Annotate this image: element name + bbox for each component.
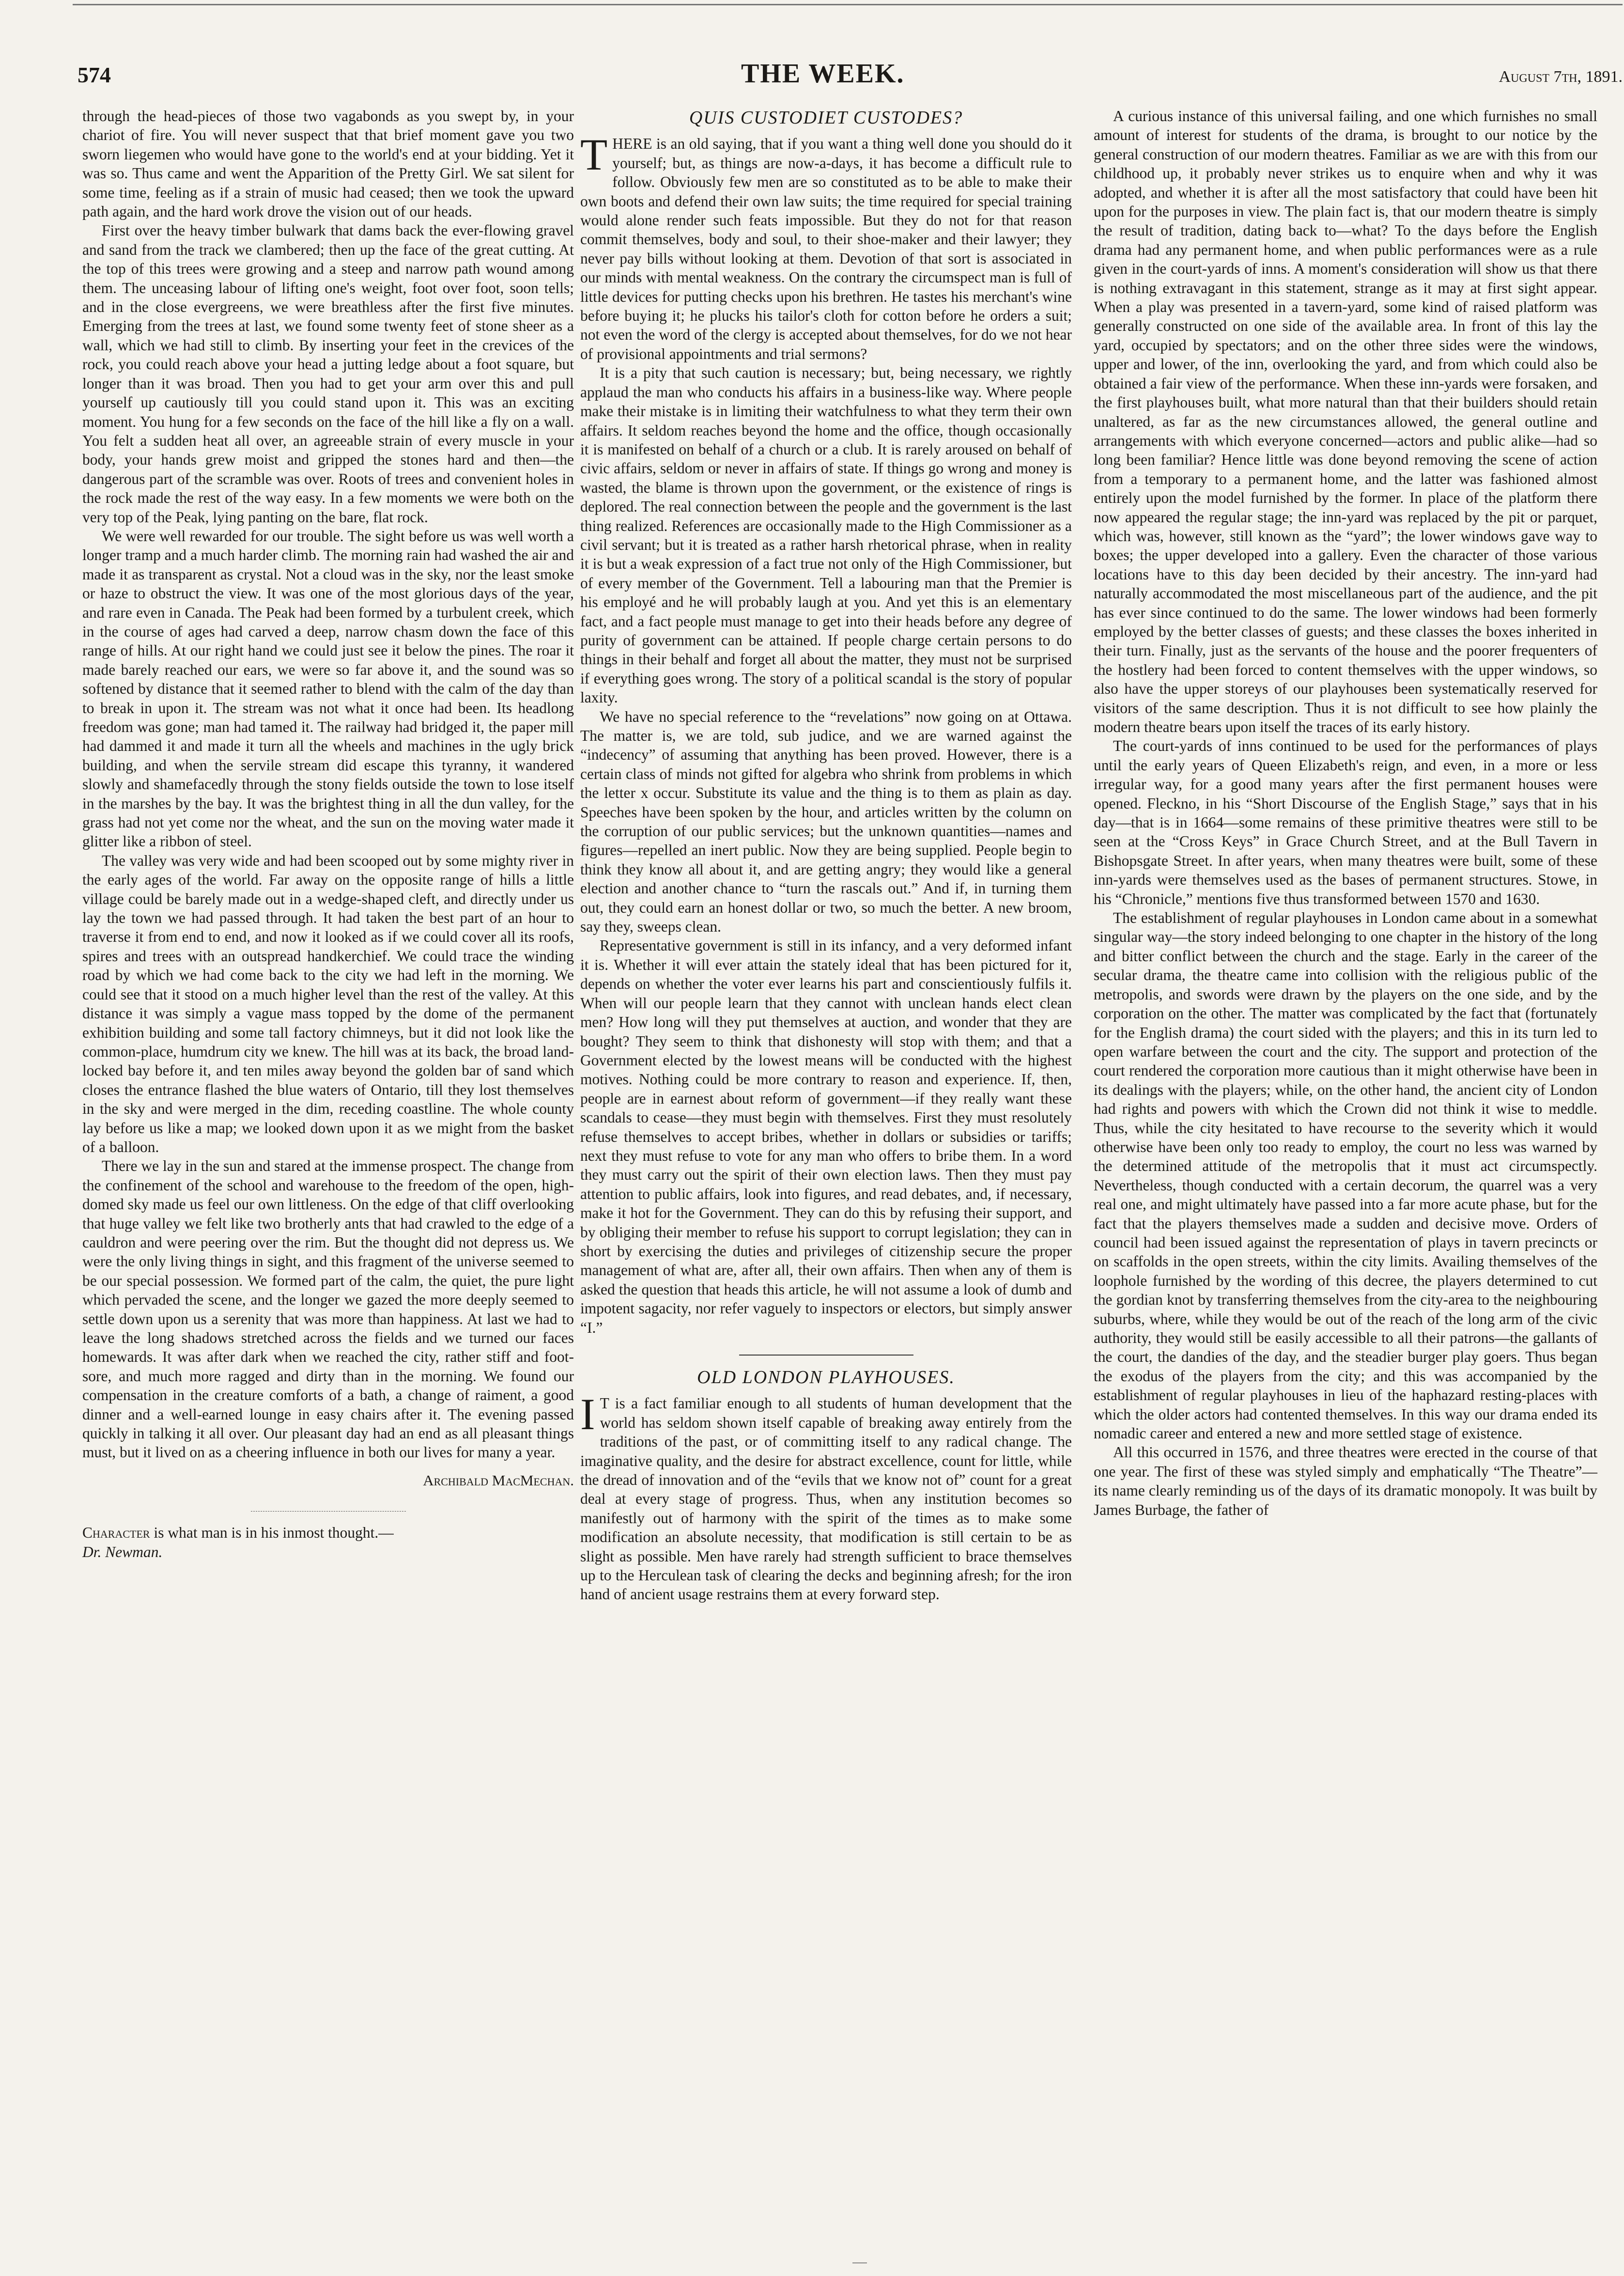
paragraph: It is a pity that such caution is necessary; but, being necessary, we rightly applaud the man who conducts his affairs in a business-like way. Where people make their mistake is in limiting their watchfulness to what they term their own affairs. It seldom reaches beyond the home and the office, though occasionally it is manifested on behalf of a church or a club. It is rarely aroused on behalf of civic affairs, seldom or never in affairs of state. If things go wrong and money is wasted, the blame is thrown upon the government, or the existence of rings is deplored. The real connection between the people and the government is the last thing realized. References are occasionally made to the High Commissioner as a civil servant; but it is treated as a rather harsh rhetorical phrase, when in reality it is but a weak expression of a fact true not only of the High Commissioner, but of every member of the Government. Tell a labouring man that the Premier is his employé and he will probably laugh at you. And yet this is an elementary fact, and a fact people must manage to get into their heads before any degree of purity of government can be attained. If people charge certain persons to do things in their behalf and forget all about the matter, they must not be surprised if everything goes wrong. The story of a political scandal is the story of popular laxity. bbox=[580, 364, 1072, 706]
drop-cap: I bbox=[580, 1389, 595, 1439]
paragraph: The valley was very wide and had been scooped out by some mighty river in the early ages of the world. Far away on the opposite range of hills a little village could be barely made out in a wedge-shaped cleft, and directly under us lay the town we had passed through. It had taken the best part of an hour to traverse it from end to end, and now it looked as if we could cover all its roofs, spires and trees with an outspread handkerchief. We could trace the winding road by which we had come back to the city we had left in the morning. We could see that it stood on a much higher level than the rest of the valley. At this distance it was simply a vague mass topped by the dome of the permanent exhibition building and some tall factory chimneys, but it did not look like the common-place, humdrum city we knew. The hill was at its back, the broad land-locked bay before it, and ten miles away beyond the golden bar of sand which closes the entrance flashed the blue waters of Ontario, till they lost themselves in the sky and were merged in the dim, receding coastline. The whole county lay before us like a map; we looked down upon it as we might from the basket of a balloon. bbox=[82, 852, 574, 1155]
paragraph: We were well rewarded for our trouble. The sight before us was well worth a longer tramp and a much harder climb. The morning rain had washed the air and made it as transparent as crystal. Not a cloud was in the sky, nor the least smoke or haze to obstruct the view. It was one of the most glorious days of the year, and rare even in Canada. The Peak had been formed by a turbulent creek, which in the course of ages had carved a deep, narrow chasm down the face of this range of hills. At our right hand we could just see it below the pines. The roar it made barely reached our ears, we were so far above it, and the sound was so softened by distance that it seemed rather to blend with the calm of the day than to break in upon it. The stream was not what it once had been. Its headlong freedom was gone; man had tamed it. The railway had bridged it, the paper mill had dammed it and made it turn all the wheels and machines in the ugly brick building, and when the servile stream did escape this tyranny, it wandered slowly and shamefacedly through the stony fields outside the town to lose itself in the marshes by the bay. It was the brightest thing in all the dun valley, for the grass had not yet come nor the wheat, and the sun on the moving water made it glitter like a ribbon of steel. bbox=[82, 527, 574, 850]
paragraph: Representative government is still in its infancy, and a very deformed infant it is. Whether it will ever attain the stately ideal that has been pictured for it, depends on whether the voter ever learns his part and conscientiously fulfils it. When will our people learn that they cannot with unclean hands elect clean men? How long will they put themselves at auction, and wonder that they are bought? They seem to think that dishonesty will stop with them; and that a Government elected by the lowest means will be conducted with the highest motives. Nothing could be more contrary to reason and experience. If, then, people are in earnest about reform of government—if they really want these scandals to cease—they must begin with themselves. First they must resolutely refuse themselves to accept bribes, whether in dollars or subsidies or tariffs; next they must refuse to vote for any man who offers to bribe them. In a word they must carry out the spirit of their own election laws. Then they must pay attention to public affairs, look into figures, and read debates, and, if necessary, make it hot for the Government. They can do this by refusing their support, and by obliging their member to refuse his support to corrupt legislation; they can in short by exercising the duties and privileges of citizenship secure the proper management of what are, after all, their own affairs. Then when any of them is asked the question that heads this article, he will not assume a look of dumb and impotent sagacity, nor refer vaguely to inspectors or electors, but simply answer “I.” bbox=[580, 937, 1072, 1336]
paragraph: We have no special reference to the “revelations” now going on at Ottawa. The matter is, we are told, sub judice, and we are warned against the “indecency” of assuming that anything has been proved. However, there is a certain class of minds not gifted for algebra who shrink from problems in which the letter x occur. Substitute its value and the thing is to them as plain as day. Speeches have been spoken by the hour, and articles written by the column on the corruption of our public services; but the unknown quantities—names and figures—repelled an inert public. Now they are being supplied. People begin to think they know all about it, and are getting angry; they would like a general election and another chance to “turn the rascals out.” And if, in turning them out, they could earn an honest dollar or two, so much the better. A new broom, say they, sweeps clean. bbox=[580, 708, 1072, 935]
drop-cap: T bbox=[580, 130, 608, 180]
paragraph: The establishment of regular playhouses in London came about in a somewhat singular way—the story indeed belonging to one chapter in the history of the long and bitter conflict between the church and the stage. Early in the career of the secular drama, the theatre came into collision with the religious public of the metropolis, and swords were drawn by the players on the one side, and by the corporation on the other. The matter was complicated by the fact that (fortunately for the English drama) the court sided with the players; and this in its turn led to open warfare between the court and the city. The support and protection of the court rendered the corporation more cautious than it might otherwise have been in its dealings with the players; while, on the other hand, the ancient city of London had rights and powers with which the Crown did not think it wise to meddle. Thus, while the city hesitated to have recourse to the severity which it would otherwise have been only too ready to employ, the court no less was warned by the determined attitude of the metropolis that it must act circumspectly. Nevertheless, though conducted with a certain decorum, the quarrel was a very real one, and might ultimately have passed into a far more acute phase, but for the fact that the players themselves made a sudden and decisive move. Orders of council had been issued against the representation of plays in tavern precincts or on scaffolds in the open streets, within the city limits. Availing themselves of the loophole furnished by the wording of this decree, the players determined to cut the gordian knot by transferring themselves from the city-area to the neighbouring suburbs, where, while they would be out of the reach of the long arm of the civic authority, they would still be easily accessible to all their patrons—the gallants of the court, the dandies of the day, and the steadier burger play goers. Thus began the exodus of the players from the city; and this was accompanied by the establishment of regular playhouses in lieu of the haphazard resting-places with which the older actors had contented themselves. In this way our drama ended its nomadic career and entered a new and more settled stage of existence. bbox=[1094, 909, 1597, 1442]
column-2 bbox=[580, 107, 1072, 1604]
epigraph-author: Dr. Newman. bbox=[82, 1543, 163, 1560]
page-number: 574 bbox=[77, 62, 111, 87]
paragraph: A curious instance of this universal failing, and one which furnishes no small amount of interest for students of the drama, is brought to our notice by the general construction of our modern theatres. Familiar as we are with this from our childhood up, it probably never strikes us to enquire when and why it was adopted, and whether it is after all the most satisfactory that could have been hit upon for the purposes in view. The plain fact is, that our modern theatre is simply the result of tradition, dating back to—what? To the days before the English drama had any permanent home, and when public performances were as a rule given in the court-yards of inns. A moment's consideration will show us that there is nothing extravagant in this statement, strange as it may at first sight appear. When a play was presented in a tavern-yard, some kind of raised platform was generally constructed on one side of the available area. In front of this lay the yard, occupied by spectators; and on the other three sides were the windows, upper and lower, of the inn, overlooking the yard, and from which could also be obtained a fair view of the performance. When these inn-yards were forsaken, and the first playhouses built, what more natural than that their builders should retain unaltered, as far as the new circumstances allowed, the general outline and arrangements with which everyone concerned—actors and public alike—had so long been familiar? Hence little was done beyond removing the scene of action from a temporary to a permanent home, and the latter was fashioned almost entirely upon the model furnished by the former. In place of the platform there now appeared the regular stage; the inn-yard was replaced by the pit or parquet, which was, however, still known as the “yard”; the lower windows gave way to boxes; the upper developed into a gallery. Even the character of those various locations have to this day been decided by their ancestry. The inn-yard had naturally accommodated the most miscellaneous part of the audience, and the pit has ever since continued to do the same. The lower windows had been formerly employed by the better classes of guests; and these classes the boxes inherited in their turn. Finally, just as the servants of the house and the poorer frequenters of the hostlery had been forced to content themselves with the upper windows, so also have the upper storeys of our playhouses been systematically reserved for visitors of the same description. Thus it is not difficult to see how plainly the modern theatre bears upon itself the traces of its early history. bbox=[1094, 108, 1597, 735]
article-heading: QUIS CUSTODIET CUSTODES? bbox=[689, 108, 963, 128]
issue-date: August 7th, 1891. bbox=[1499, 68, 1623, 86]
epigraph-lead: Character bbox=[82, 1524, 150, 1542]
footer-mark bbox=[852, 2262, 867, 2263]
paragraph: First over the heavy timber bulwark that dams back the ever-flowing gravel and sand from the track we clambered; then up the face of the great cutting. At the top of this trees were growing and a steep and narrow path wound among them. The unceasing labour of lifting one's weight, foot over foot, soon tells; and in the close evergreens, we were breathless after the first five minutes. Emerging from the trees at last, we found some twenty feet of stone sheer as a wall, which we had still to climb. By inserting your feet in the crevices of the rock, you could reach above your head a jutting ledge about a foot square, but longer than it was broad. Then you had to get your arm over this and pull yourself up cautiously till you could stand upon it. This was an exciting moment. You hung for a few seconds on the face of the hill like a fly on a wall. You felt a sudden heat all over, an agreeable strain of every muscle in your body, your hands grew moist and gripped the stones hard and then—the dangerous part of the scramble was over. Roots of trees and convenient holes in the rock made the rest of the way easy. In a few moments we were both on the very top of the Peak, lying panting on the bare, flat rock. bbox=[82, 222, 574, 526]
author-signature: Archibald MacMechan. bbox=[423, 1471, 574, 1489]
paragraph: through the head-pieces of those two vagabonds as you swept by, in your chariot of fire. You will never suspect that that brief moment gave you two sworn liegemen who would have gone to the world's end at your bidding. Yet it was so. Thus came and went the Apparition of the Pretty Girl. We sat silent for some time, feeling as if a strain of music had ceased; then we took the upward path again, and the hard work drove the vision out of our heads. bbox=[82, 108, 574, 220]
article-heading: OLD LONDON PLAYHOUSES. bbox=[697, 1367, 955, 1387]
page-header bbox=[73, 58, 1623, 102]
paragraph: I T is a fact familiar enough to all students of human development that the world has seldom shown itself capable of breaking away entirely from the traditions of the past, or of committing itself to any radical change. The imaginative quality, and the desire for abstract excellence, count for little, while the dread of innovation and of the “evils that we know not of” count for a great deal at every stage of progress. Thus, when any institution becomes so manifestly out of harmony with the spirit of the times as to make some modification an absolute necessity, that modification is still certain to be as slight as possible. Men have rarely had strength sufficient to brace themselves up to the Herculean task of clearing the decks and beginning afresh; for the iron hand of ancient usage restrains them at every forward step. bbox=[580, 1389, 1072, 1603]
divider bbox=[251, 1511, 406, 1512]
top-rule bbox=[73, 4, 1623, 5]
paragraph: All this occurred in 1576, and three theatres were erected in the course of that one year. The first of these was styled simply and emphatically “The Theatre”—its name clearly reminding us of the days of its dramatic monopoly. It was built by James Burbage, the father of bbox=[1094, 1444, 1597, 1518]
column-1 bbox=[82, 107, 574, 1561]
section-divider bbox=[739, 1355, 913, 1356]
publication-title: THE WEEK. bbox=[741, 59, 905, 89]
newspaper-page bbox=[73, 58, 1623, 2267]
paragraph: THERE is an old saying, that if you want a thing well done you should do it yourself; but, as things are now-a-days, it has become a difficult rule to follow. Obviously few men are so constituted as to be able to make their own boots and defend their own law suits; the time required for special training would alone render such feats impossible. But they do not for that reason commit themselves, body and soul, to their shoe-maker and their lawyer; they never pay bills without looking at them. Devotion of that sort is associated in our minds with mental weakness. On the contrary the circumspect man is full of little devices for putting checks upon his brethren. He tastes his merchant's wine before buying it; he plucks his tailor's cloth for cotton before he orders a suit; not even the word of the clergy is accepted about themselves, for do we not hear of provisional appointments and trial sermons? bbox=[580, 130, 1072, 362]
epigraph-text: is what man is in his inmost thought.— bbox=[150, 1524, 394, 1542]
column-3 bbox=[1094, 107, 1597, 1519]
paragraph: The court-yards of inns continued to be used for the performances of plays until the early years of Queen Elizabeth's reign, and even, in a more or less irregular way, for a good many years after the first permanent houses were opened. Fleckno, in his “Short Discourse of the English Stage,” says that in his day—that is in 1664—some remains of these primitive theatres were still to be seen at the “Cross Keys” in Grace Church Street, and at the Bull Tavern in Bishopsgate Street. In after years, when many theatres were built, some of these inn-yards were themselves used as the bases of permanent structures. Stowe, in his “Chronicle,” mentions five thus transformed between 1570 and 1630. bbox=[1094, 737, 1597, 907]
epigraph bbox=[82, 1523, 574, 1561]
paragraph: There we lay in the sun and stared at the immense prospect. The change from the confinement of the school and warehouse to the freedom of the open, high-domed sky made us feel our own littleness. On the edge of that cliff overlooking that huge valley we felt like two brotherly ants that had crawled to the edge of a cauldron and were peering over the rim. But the thought did not depress us. We were the only living things in sight, and this fragment of the universe seemed to be our special possession. We formed part of the calm, the quiet, the pure light which pervaded the scene, and the longer we gazed the more deeply seemed to settle down upon us a serenity that was more than happiness. At last we had to leave the long shadows stretched across the fields and we turned our faces homewards. It was after dark when we reached the city, rather stiff and foot-sore, and much more ragged and dirty than in the morning. We found our compensation in the creature comforts of a bath, a change of raiment, a good dinner and a well-earned lounge in easy chairs after it. The evening passed quickly in talking it all over. Our pleasant day had an end as all pleasant things must, but it lived on as a cheering influence in both our lives for many a year. bbox=[82, 1157, 574, 1461]
